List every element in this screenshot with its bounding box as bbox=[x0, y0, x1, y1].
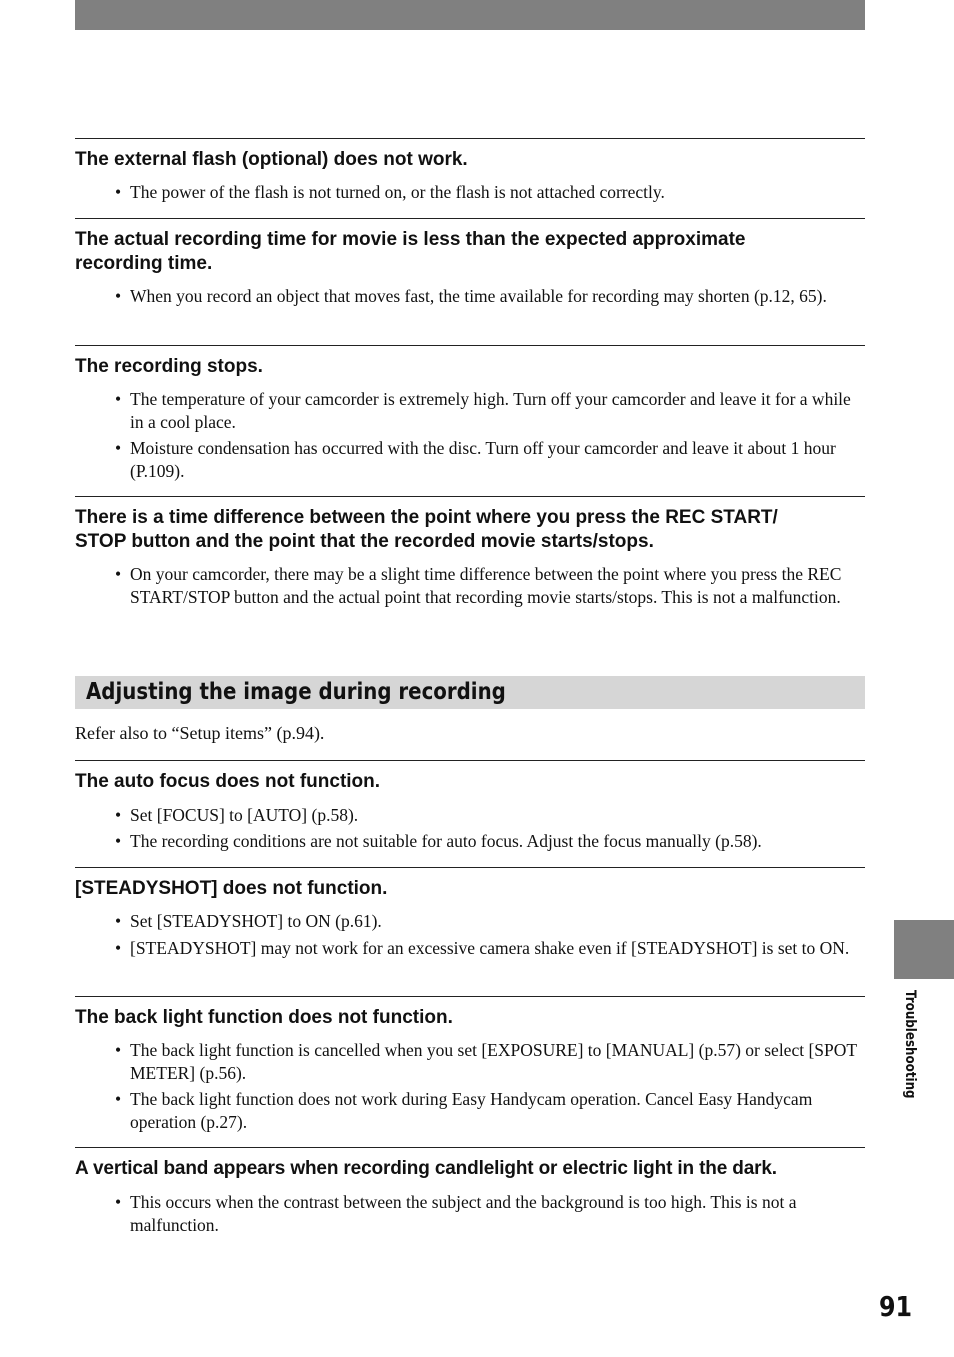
divider bbox=[75, 138, 865, 139]
chapter-tab bbox=[894, 920, 954, 979]
issue-bullet: • The recording conditions are not suitable for auto focus. Adjust the focus manually (p.58). bbox=[115, 831, 762, 851]
issue-heading: The back light function does not function. bbox=[75, 1007, 453, 1028]
divider bbox=[75, 760, 865, 761]
divider bbox=[75, 1147, 865, 1148]
divider bbox=[75, 345, 865, 346]
issue-bullet: • When you record an object that moves fast, the time available for recording may shorten (p.12, 65). bbox=[115, 286, 827, 306]
issue-bullet: • The back light function is cancelled when you set [EXPOSURE] to [MANUAL] (p.57) or select [SPOT METER] (p.56). bbox=[115, 1040, 857, 1083]
issue-heading: [STEADYSHOT] does not function. bbox=[75, 878, 388, 899]
issue-bullet: • The power of the flash is not turned on, or the flash is not attached correctly. bbox=[115, 182, 665, 202]
issue-bullet: • [STEADYSHOT] may not work for an excessive camera shake even if [STEADYSHOT] is set to ON. bbox=[115, 938, 850, 958]
chapter-label: Troubleshooting bbox=[902, 990, 918, 1099]
header-bar bbox=[75, 0, 865, 30]
issue-bullet: • Set [STEADYSHOT] to ON (p.61). bbox=[115, 911, 382, 931]
issue-heading: The external flash (optional) does not work. bbox=[75, 149, 468, 170]
refer-note: Refer also to “Setup items” (p.94). bbox=[75, 723, 325, 743]
issue-heading: The auto focus does not function. bbox=[75, 771, 381, 792]
section-band bbox=[75, 676, 865, 709]
issue-bullet: • This occurs when the contrast between the subject and the background is too high. This is not a malfunction. bbox=[115, 1192, 797, 1235]
divider bbox=[75, 867, 865, 868]
issue-heading: There is a time difference between the point where you press the REC START/ STOP button and the point that the recorded movie starts/stops. bbox=[75, 507, 778, 552]
page-number: 91 bbox=[879, 1290, 913, 1323]
issue-bullet: • On your camcorder, there may be a slight time difference between the point where you press the REC START/STOP button and the actual point that recording movie starts/stops. This is not a malfunction. bbox=[115, 564, 842, 607]
divider bbox=[75, 218, 865, 219]
issue-heading: A vertical band appears when recording candlelight or electric light in the dark. bbox=[75, 1158, 777, 1179]
issue-bullet: • The back light function does not work during Easy Handycam operation. Cancel Easy Handycam operation (p.27). bbox=[115, 1089, 813, 1132]
issue-heading: The actual recording time for movie is less than the expected approximate recording time. bbox=[75, 229, 746, 274]
divider bbox=[75, 496, 865, 497]
section-title: Adjusting the image during recording bbox=[86, 679, 506, 705]
issue-bullet: • Moisture condensation has occurred with the disc. Turn off your camcorder and leave it about 1 hour (P.109). bbox=[115, 438, 836, 481]
issue-bullet: • The temperature of your camcorder is extremely high. Turn off your camcorder and leave it for a while in a cool place. bbox=[115, 389, 851, 432]
issue-heading: The recording stops. bbox=[75, 356, 263, 377]
divider bbox=[75, 996, 865, 997]
issue-bullet: • Set [FOCUS] to [AUTO] (p.58). bbox=[115, 805, 359, 825]
